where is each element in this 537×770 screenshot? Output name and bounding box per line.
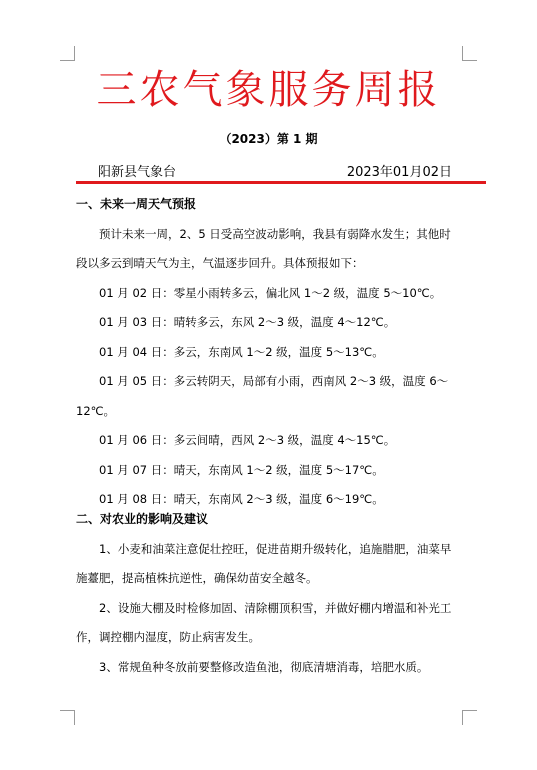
forecast-day: 01 月 05 日：多云转阴天，局部有小雨，西南风 2～3 级，温度 6～12℃。 (76, 374, 449, 418)
forecast-day: 01 月 06 日：多云间晴，西风 2～3 级，温度 4～15℃。 (99, 433, 396, 447)
issue-number: （2023）第 1 期 (219, 132, 318, 146)
forecast-intro: 预计未来一周，2、5 日受高空波动影响，我县有弱降水发生；其他时段以多云到晴天气为主，气温逐步回升。具体预报如下： (76, 226, 451, 270)
section-heading: 二、对农业的影响及建议 (76, 512, 209, 526)
section-agriculture-advice (76, 505, 456, 682)
section-heading: 一、未来一周天气预报 (76, 197, 197, 211)
advice-item: 3、常规鱼种冬放前要整修改造鱼池，彻底清塘消毒，培肥水质。 (99, 659, 429, 674)
advice-item: 2、设施大棚及时检修加固、清除棚顶积雪，并做好棚内增温和补光工作，调控棚内湿度，防止病害发生。 (76, 600, 452, 644)
page-corner-mark-top-right (462, 46, 477, 61)
issue-date: 2023年01月02日 (346, 165, 452, 180)
forecast-day: 01 月 07 日：晴天，东南风 1～2 级，温度 5～17℃。 (99, 462, 384, 477)
document-title: 三农气象服务周报 (96, 67, 441, 113)
red-divider-line (76, 181, 486, 184)
forecast-day: 01 月 08 日：晴天，东南风 2～3 级，温度 6～19℃。 (99, 492, 384, 506)
section-weather-forecast (76, 190, 456, 515)
forecast-day: 01 月 03 日：晴转多云，东风 2～3 级，温度 4～12℃。 (99, 315, 396, 329)
issuing-station: 阳新县气象台 (98, 165, 177, 180)
page-corner-mark-bottom-left (60, 710, 75, 725)
forecast-day: 01 月 02 日：零星小雨转多云，偏北风 1～2 级，温度 5～10℃。 (99, 285, 442, 300)
advice-item: 1、小麦和油菜注意促壮控旺，促进苗期升级转化，追施腊肥，油菜早施薹肥，提高植株抗逆性，确保幼苗安全越冬。 (76, 541, 452, 585)
page-corner-mark-bottom-right (462, 710, 477, 725)
page-corner-mark-top-left (60, 46, 75, 61)
forecast-day: 01 月 04 日：多云，东南风 1～2 级，温度 5～13℃。 (99, 344, 384, 359)
